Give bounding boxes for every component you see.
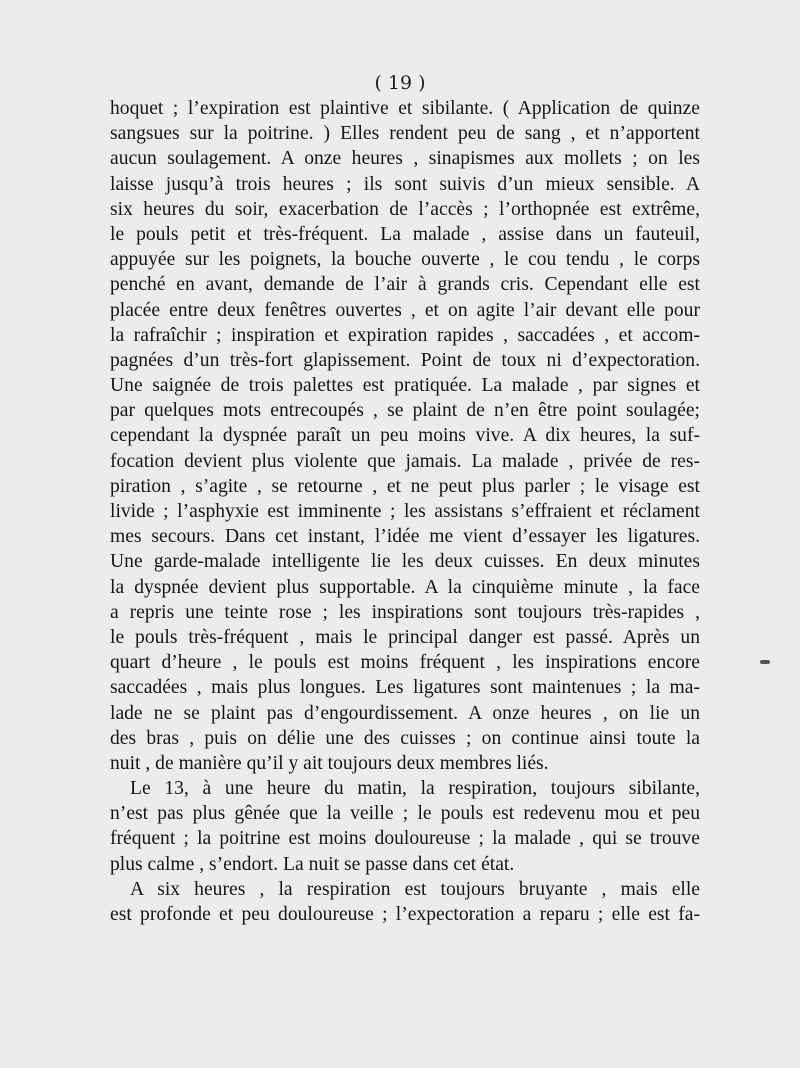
text-line: a repris une teinte rose ; les inspirations sont toujours très-rapides , [110, 601, 700, 623]
text-line: sangsues sur la poitrine. ) Elles rendent peu de sang , et n’apportent [110, 123, 700, 145]
text-line: Une garde-malade intelligente lie les deux cuisses. En deux minutes [110, 551, 700, 573]
text-line: saccadées , mais plus longues. Les ligatures sont maintenues ; la ma- [110, 677, 700, 699]
text-line: pagnées d’un très-fort glapissement. Point de toux ni d’expectoration. [110, 349, 700, 371]
text-line: n’est pas plus gênée que la veille ; le pouls est redevenu mou et peu [110, 803, 700, 825]
text-line: plus calme , s’endort. La nuit se passe dans cet état. [110, 853, 515, 875]
text-line: la rafraîchir ; inspiration et expiration rapides , saccadées , et accom- [110, 324, 700, 346]
text-line: focation devient plus violente que jamais. La malade , privée de res- [110, 450, 700, 472]
page-number: ( 19 ) [374, 72, 426, 94]
text-line: livide ; l’asphyxie est imminente ; les assistans s’effraient et réclament [110, 501, 700, 522]
text-line: mes secours. Dans cet instant, l’idée me vient d’essayer les ligatures. [110, 526, 700, 548]
text-line: par quelques mots entrecoupés , se plaint de n’en être point soulagée; [110, 400, 700, 422]
body-text [110, 96, 700, 927]
text-line: placée entre deux fenêtres ouvertes , et on agite l’air devant elle pour [110, 299, 700, 321]
text-line: Une saignée de trois palettes est pratiquée. La malade , par signes et [110, 375, 700, 397]
text-line: est profonde et peu douloureuse ; l’expectoration a reparu ; elle est fa- [110, 904, 700, 925]
text-line: A six heures , la respiration est toujours bruyante , mais elle [130, 878, 700, 900]
text-line: fréquent ; la poitrine est moins douloureuse ; la malade , qui se trouve [110, 828, 700, 850]
text-line: quart d’heure , le pouls est moins fréquent , les inspirations encore [110, 652, 700, 674]
text-line: laisse jusqu’à trois heures ; ils sont suivis d’un mieux sensible. A [110, 173, 700, 195]
text-line: le pouls très-fréquent , mais le principal danger est passé. Après un [110, 626, 700, 648]
margin-mark [760, 660, 770, 664]
text-line: des bras , puis on délie une des cuisses ; on continue ainsi toute la [110, 727, 700, 749]
text-line: penché en avant, demande de l’air à grands cris. Cependant elle est [110, 274, 700, 296]
text-line: hoquet ; l’expiration est plaintive et sibilante. ( Application de quinze [110, 98, 700, 119]
text-line: la dyspnée devient plus supportable. A la cinquième minute , la face [110, 576, 700, 598]
text-line: piration , s’agite , se retourne , et ne peut plus parler ; le visage est [110, 475, 700, 497]
text-line: lade ne se plaint pas d’engourdissement. A onze heures , on lie un [110, 702, 700, 724]
text-line: nuit , de manière qu’il y ait toujours deux membres liés. [110, 752, 549, 774]
text-line: aucun soulagement. A onze heures , sinapismes aux mollets ; on les [110, 148, 700, 170]
text-line: six heures du soir, exacerbation de l’accès ; l’orthopnée est extrême, [110, 198, 700, 220]
text-line: le pouls petit et très-fréquent. La malade , assise dans un fauteuil, [110, 223, 700, 245]
text-line: Le 13, à une heure du matin, la respiration, toujours sibilante, [130, 778, 700, 800]
text-line: appuyée sur les poignets, la bouche ouverte , le cou tendu , le corps [110, 249, 700, 271]
text-line: cependant la dyspnée paraît un peu moins vive. A dix heures, la suf- [110, 425, 700, 447]
